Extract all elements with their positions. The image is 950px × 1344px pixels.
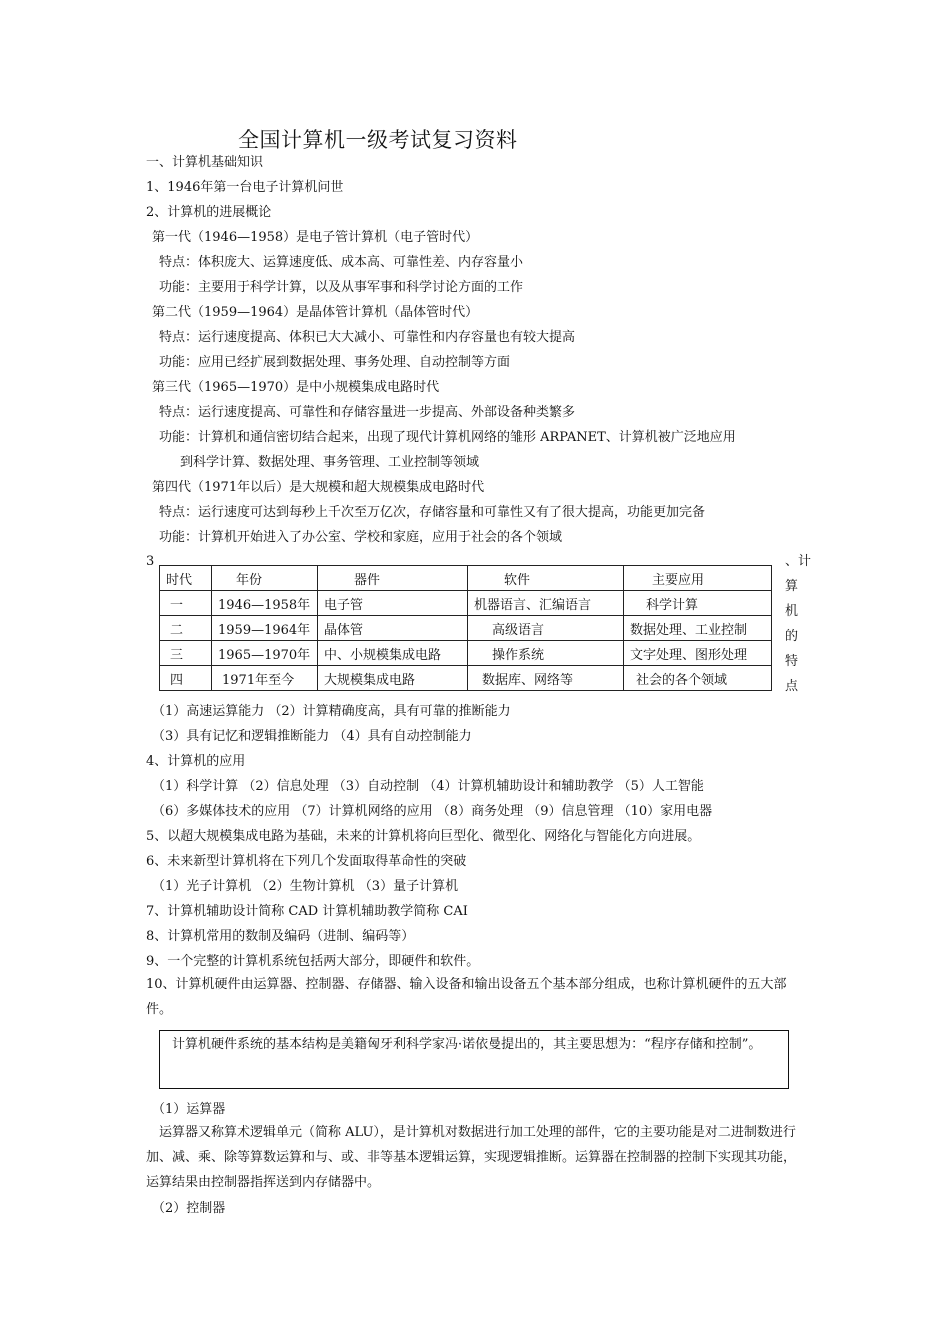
vertical-char: 的	[785, 629, 799, 644]
text-line: 特点：运行速度提高、可靠性和存储容量进一步提高、外部设备种类繁多	[159, 405, 576, 420]
generations-table	[159, 565, 772, 691]
table-row	[160, 666, 772, 691]
text-line: （1）光子计算机 （2）生物计算机 （3）量子计算机	[152, 879, 459, 894]
highlight-box: 计算机硬件系统的基本结构是美籍匈牙利科学家冯·诺依曼提出的，其主要思想为：“程序存储和控制”。	[159, 1030, 789, 1089]
generation-heading: 第四代（1971年以后）是大规模和超大规模集成电路时代	[152, 480, 485, 495]
table-cell: 1971年至今	[212, 666, 318, 691]
text-line: 9、一个完整的计算机系统包括两大部分，即硬件和软件。	[146, 954, 480, 969]
text-line: 6、未来新型计算机将在下列几个发面取得革命性的突破	[146, 854, 467, 869]
section-heading: 一、计算机基础知识	[146, 155, 264, 170]
text-line: 特点：体积庞大、运算速度低、成本高、可靠性差、内存容量小	[159, 255, 524, 270]
table-cell: 1946—1958年	[212, 591, 318, 616]
text-line: 功能：应用已经扩展到数据处理、事务处理、自动控制等方面	[159, 355, 511, 370]
table-cell: 数据处理、工业控制	[624, 616, 772, 641]
table-cell: 文字处理、图形处理	[624, 641, 772, 666]
table-header-cell: 器件	[318, 566, 468, 591]
subsection-heading: （2）控制器	[152, 1201, 226, 1216]
text-line: 特点：运行速度提高、体积已大大减小、可靠性和内存容量也有较大提高	[159, 330, 576, 345]
table-row	[160, 591, 772, 616]
table-header-cell: 时代	[160, 566, 212, 591]
text-line: （3）具有记忆和逻辑推断能力 （4）具有自动控制能力	[152, 729, 472, 744]
vertical-char: 点	[785, 679, 799, 694]
vertical-char: 算	[785, 579, 799, 594]
text-line: （1）科学计算 （2）信息处理 （3）自动控制 （4）计算机辅助设计和辅助教学 （5）人工智能	[152, 779, 704, 794]
table-cell: 高级语言	[468, 616, 624, 641]
text-line: 8、计算机常用的数制及编码（进制、编码等）	[146, 929, 415, 944]
table-row	[160, 616, 772, 641]
text-line: 1、1946年第一台电子计算机问世	[146, 180, 344, 195]
text-line: （6）多媒体技术的应用 （7）计算机网络的应用 （8）商务处理 （9）信息管理 （10）家用电器	[152, 804, 713, 819]
table-header-cell: 软件	[468, 566, 624, 591]
table-cell: 大规模集成电路	[318, 666, 468, 691]
document-title: 全国计算机一级考试复习资料	[238, 128, 518, 152]
paragraph-hardware: 10、计算机硬件由运算器、控制器、存储器、输入设备和输出设备五个基本部分组成，也称计算机硬件的五大部件。	[146, 977, 787, 1017]
table-cell: 四	[160, 666, 212, 691]
table-cell: 三	[160, 641, 212, 666]
generation-heading: 第三代（1965—1970）是中小规模集成电路时代	[152, 380, 440, 395]
table-cell: 数据库、网络等	[468, 666, 624, 691]
table-cell: 二	[160, 616, 212, 641]
text-line: 功能：计算机开始进入了办公室、学校和家庭，应用于社会的各个领域	[159, 530, 563, 545]
text-line: 5、以超大规模集成电路为基础，未来的计算机将向巨型化、微型化、网络化与智能化方向进展。	[146, 829, 701, 844]
table-row	[160, 641, 772, 666]
text-line: （1）高速运算能力 （2）计算精确度高，具有可靠的推断能力	[152, 704, 511, 719]
table-header-row	[160, 566, 772, 591]
table-header-cell: 年份	[212, 566, 318, 591]
table-cell: 操作系统	[468, 641, 624, 666]
table-cell: 晶体管	[318, 616, 468, 641]
table-cell: 科学计算	[624, 591, 772, 616]
section-heading-vertical	[785, 553, 811, 703]
vertical-char: 、计	[785, 554, 812, 569]
table-header-cell: 主要应用	[624, 566, 772, 591]
subsection-heading: （1）运算器	[152, 1102, 226, 1117]
table-cell: 1965—1970年	[212, 641, 318, 666]
text-line: 到科学计算、数据处理、事务管理、工业控制等领域	[180, 455, 480, 470]
text-line: 功能：主要用于科学计算，以及从事军事和科学讨论方面的工作	[159, 280, 524, 295]
generation-heading: 第一代（1946—1958）是电子管计算机（电子管时代）	[152, 230, 479, 245]
section-number: 3	[146, 554, 155, 569]
table-cell: 一	[160, 591, 212, 616]
table-cell: 社会的各个领域	[624, 666, 772, 691]
section-heading: 4、计算机的应用	[146, 754, 246, 769]
section-heading: 2、计算机的进展概论	[146, 205, 272, 220]
paragraph-alu: 运算器又称算术逻辑单元（简称 ALU），是计算机对数据进行加工处理的部件，它的主要功能是对二进制数进行加、减、乘、除等算数运算和与、或、非等基本逻辑运算，实现逻辑推断。运算器在控制器的控制下实现其功能，运算结果由控制器指挥送到内存储器中。	[146, 1125, 797, 1190]
generation-heading: 第二代（1959—1964）是晶体管计算机（晶体管时代）	[152, 305, 479, 320]
table-cell: 机器语言、汇编语言	[468, 591, 624, 616]
text-line: 7、计算机辅助设计简称 CAD 计算机辅助教学简称 CAI	[146, 904, 468, 919]
table-cell: 中、小规模集成电路	[318, 641, 468, 666]
vertical-char: 机	[785, 604, 799, 619]
vertical-char: 特	[785, 654, 799, 669]
table-cell: 电子管	[318, 591, 468, 616]
text-line: 功能：计算机和通信密切结合起来，出现了现代计算机网络的雏形 ARPANET、计算机被广泛地应用	[159, 430, 736, 445]
table-cell: 1959—1964年	[212, 616, 318, 641]
text-line: 特点：运行速度可达到每秒上千次至万亿次，存储容量和可靠性又有了很大提高，功能更加完备	[159, 505, 706, 520]
